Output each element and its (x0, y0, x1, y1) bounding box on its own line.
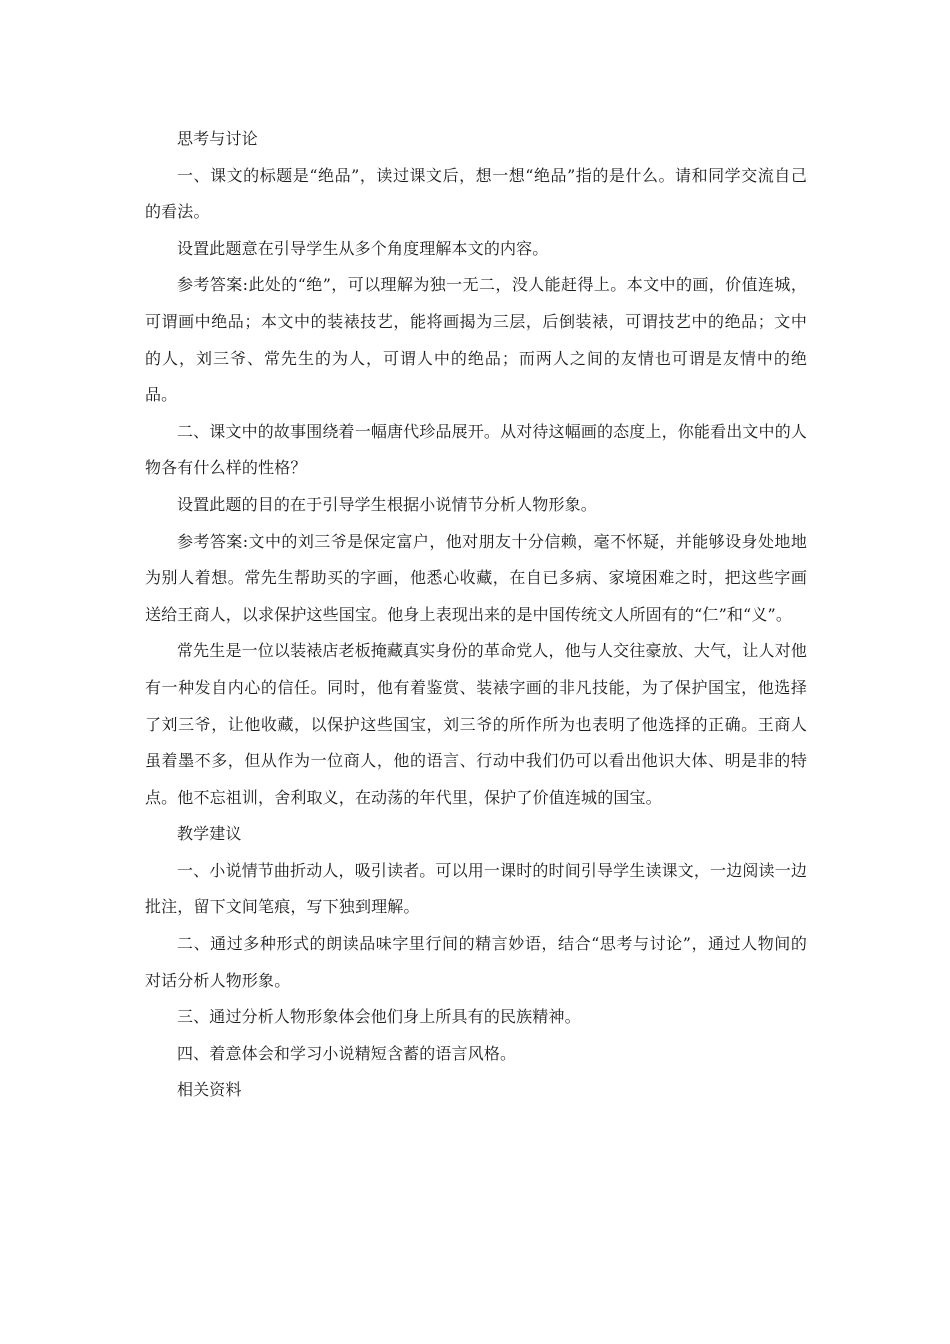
teaching-suggestion-3: 三、通过分析人物形象体会他们身上所具有的民族精神。 (177, 1007, 581, 1027)
section-heading-teaching: 教学建议 (177, 824, 242, 844)
section-heading-discussion: 思考与讨论 (177, 129, 258, 148)
document-body (145, 121, 807, 1109)
section-heading-resources: 相关资料 (177, 1080, 242, 1100)
question-1-purpose: 设置此题意在引导学生从多个角度理解本文的内容。 (177, 238, 549, 258)
question-2-answer-continued: 常先生是一位以装裱店老板掩藏真实身份的革命党人，他与人交往豪放、大气，让人对他有一种发自内心的信任。同时，他有着鉴赏、装裱字画的非凡技能，为了保护国宝，他选择了刘三爷，让他收藏，以保护这些国宝，刘三爷的所作所为也表明了他选择的正确。王商人虽着墨不多，但从作为一位商人，他的语言、行动中我们仍可以看出他识大体、明是非的特点。他不忘祖训，舍利取义，在动荡的年代里，保护了价值连城的国宝。 (145, 641, 807, 807)
teaching-suggestion-2: 二、通过多种形式的朗读品味字里行间的精言妙语，结合“思考与讨论”，通过人物间的对话分析人物形象。 (145, 934, 807, 990)
teaching-suggestion-1: 一、小说情节曲折动人，吸引读者。可以用一课时的时间引导学生读课文，一边阅读一边批注，留下文间笔痕，写下独到理解。 (145, 860, 807, 917)
question-1-answer: 参考答案:此处的“绝”，可以理解为独一无二，没人能赶得上。本文中的画，价值连城，可谓画中绝品；本文中的装裱技艺，能将画揭为三层，后倒装裱，可谓技艺中的绝品；文中的人，刘三爷、常先生的为人，可谓人中的绝品；而两人之间的友情也可谓是友情中的绝品。 (145, 275, 807, 405)
question-2: 二、课文中的故事围绕着一幅唐代珍品展开。从对待这幅画的态度上，你能看出文中的人物各有什么样的性格？ (145, 421, 807, 478)
question-2-purpose: 设置此题的目的在于引导学生根据小说情节分析人物形象。 (177, 494, 597, 514)
question-1: 一、课文的标题是“绝品”，读过课文后，想一想“绝品”指的是什么。请和同学交流自己的看法。 (145, 165, 807, 222)
question-2-answer: 参考答案:文中的刘三爷是保定富户，他对朋友十分信赖，毫不怀疑，并能够设身处地地为别人着想。常先生帮助买的字画，他悉心收藏，在自已多病、家境困难之时，把这些字画送给王商人，以求保护这些国宝。他身上表现出来的是中国传统文人所固有的“仁”和“义”。 (145, 531, 807, 624)
teaching-suggestion-4: 四、着意体会和学习小说精短含蓄的语言风格。 (177, 1043, 517, 1063)
